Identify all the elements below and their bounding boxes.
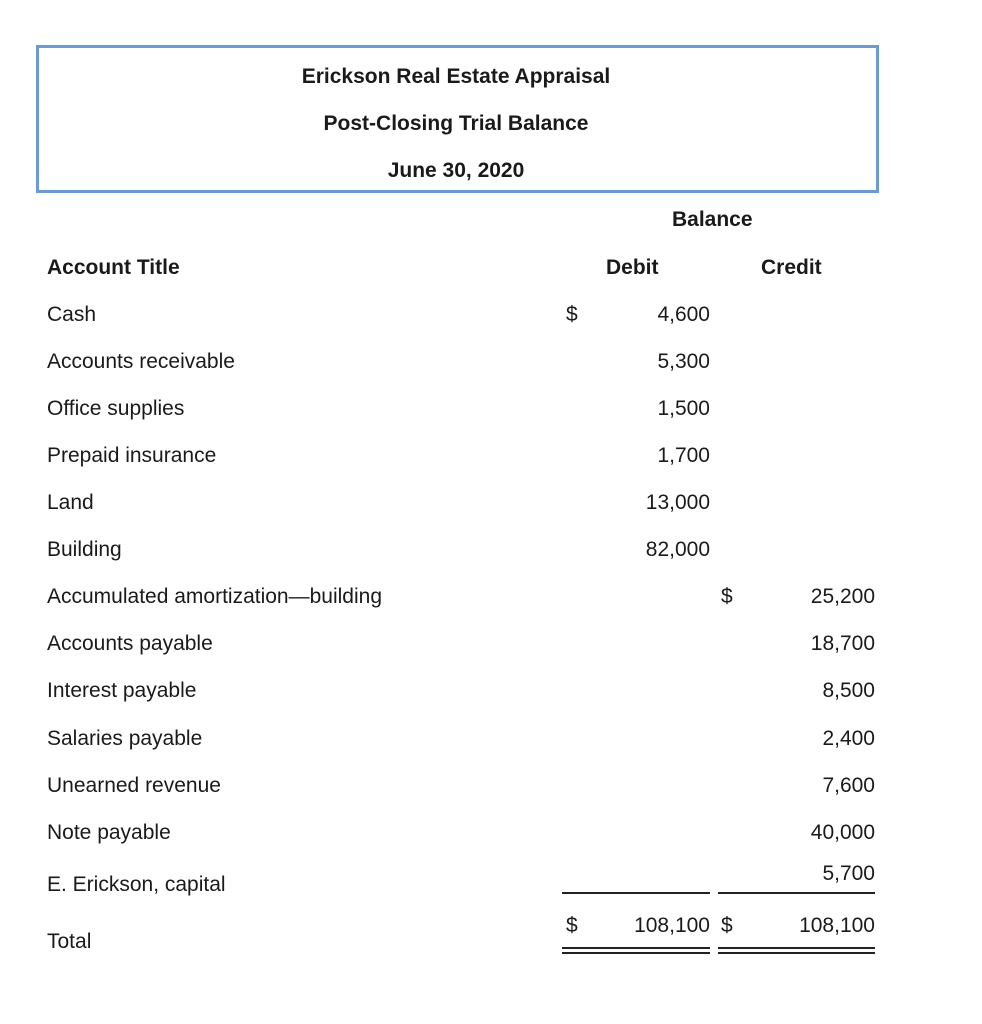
- credit-heading: Credit: [761, 256, 822, 279]
- account-title: Accounts receivable: [47, 350, 235, 373]
- account-title: E. Erickson, capital: [47, 873, 226, 896]
- total-credit-dollar-sign: $: [721, 914, 733, 937]
- credit-amount: 7,600: [822, 774, 875, 797]
- account-title: Land: [47, 491, 94, 514]
- statement-date: June 30, 2020: [387, 159, 525, 182]
- account-title: Cash: [47, 303, 97, 326]
- account-title: Building: [47, 538, 122, 561]
- debit-amount: 1,500: [657, 397, 710, 420]
- account-title: Accounts payable: [47, 632, 213, 655]
- credit-amount: 40,000: [810, 821, 875, 844]
- credit-total-double-rule: [718, 947, 875, 954]
- account-title: Note payable: [47, 821, 171, 844]
- debit-amount: 82,000: [645, 538, 710, 561]
- credit-amount: 25,200: [810, 585, 875, 608]
- credit-amount: 2,400: [822, 727, 875, 750]
- debit-amount: 1,700: [657, 444, 710, 467]
- account-title: Salaries payable: [47, 727, 203, 750]
- account-title-heading: Account Title: [47, 256, 180, 279]
- credit-amount: 5,700: [822, 862, 875, 885]
- balance-heading: Balance: [672, 208, 753, 231]
- total-label: Total: [47, 930, 92, 953]
- debit-dollar-sign: $: [566, 303, 578, 326]
- credit-amount: 8,500: [822, 679, 875, 702]
- total-debit-amount: 108,100: [634, 914, 710, 937]
- debit-amount: 4,600: [657, 303, 710, 326]
- debit-amount: 5,300: [657, 350, 710, 373]
- credit-subtotal-rule: [718, 892, 875, 894]
- debit-subtotal-rule: [562, 892, 710, 894]
- debit-heading: Debit: [606, 256, 659, 279]
- account-title: Prepaid insurance: [47, 444, 217, 467]
- total-debit-dollar-sign: $: [566, 914, 578, 937]
- account-title: Accumulated amortization—building: [47, 585, 383, 608]
- debit-amount: 13,000: [645, 491, 710, 514]
- credit-amount: 18,700: [810, 632, 875, 655]
- statement-header: [36, 45, 879, 193]
- account-title: Interest payable: [47, 679, 197, 702]
- credit-dollar-sign: $: [721, 585, 733, 608]
- account-title: Unearned revenue: [47, 774, 221, 797]
- statement-title: Post-Closing Trial Balance: [323, 112, 589, 135]
- debit-total-double-rule: [562, 947, 710, 954]
- total-credit-amount: 108,100: [799, 914, 875, 937]
- account-title: Office supplies: [47, 397, 185, 420]
- company-name: Erickson Real Estate Appraisal: [301, 65, 611, 88]
